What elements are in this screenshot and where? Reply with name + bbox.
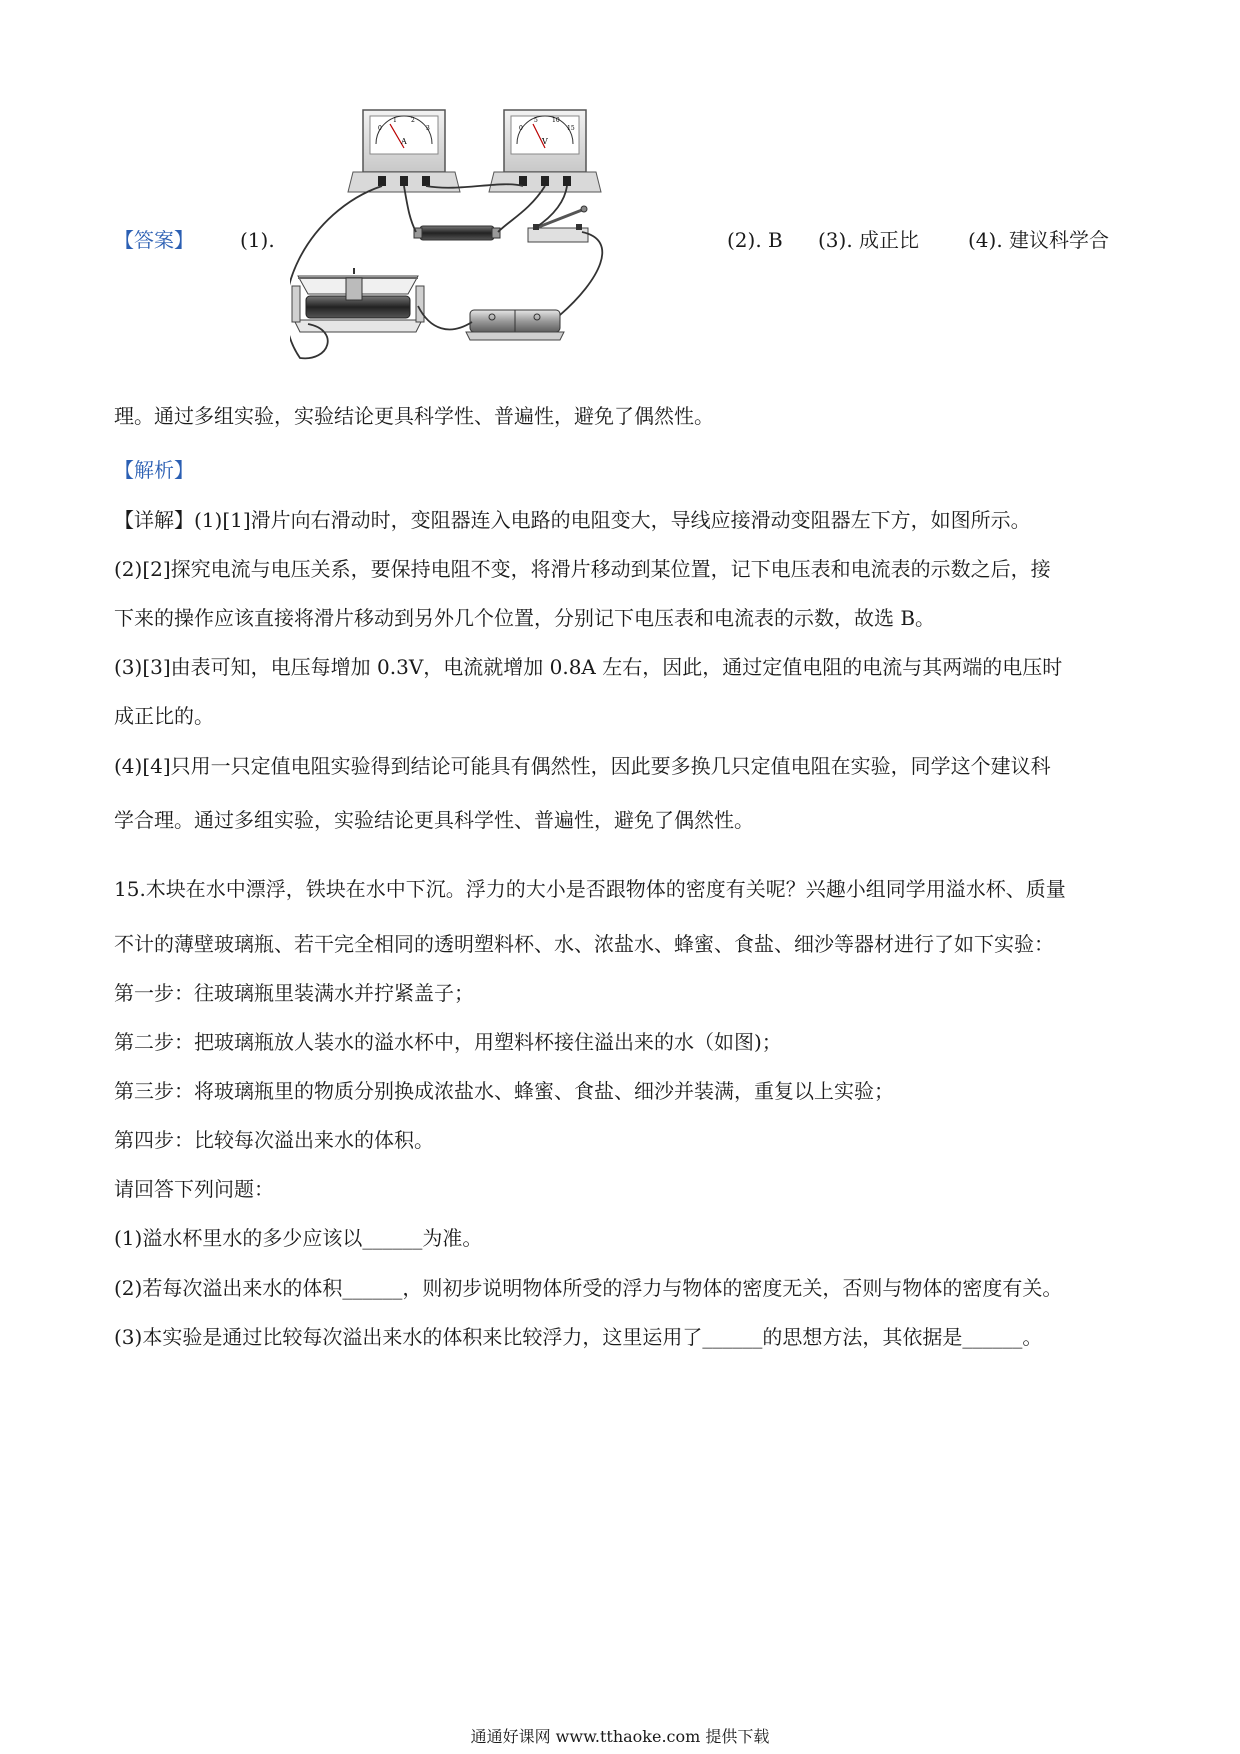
- answer-part4: (4). 建议科学合: [968, 228, 1110, 252]
- detail-p1: [114, 506, 1031, 534]
- battery: [466, 310, 564, 340]
- q15-question2: (2)若每次溢出来水的体积______，则初步说明物体所受的浮力与物体的密度无关，否则与物体的密度有关。: [114, 1276, 1063, 1300]
- detail-p2a: (2)[2]探究电流与电压关系，要保持电阻不变，将滑片移动到某位置，记下电压表和电流表的示数之后，接: [114, 557, 1051, 581]
- q15-step4: 第四步：比较每次溢出来水的体积。: [114, 1128, 434, 1152]
- q15-line2: 不计的薄壁玻璃瓶、若干完全相同的透明塑料杯、水、浓盐水、蜂蜜、食盐、细沙等器材进行了如下实验：: [114, 932, 1054, 956]
- q15-step2: 第二步：把玻璃瓶放人装水的溢水杯中，用塑料杯接住溢出来的水（如图)；: [114, 1030, 782, 1054]
- detail-p2b: 下来的操作应该直接将滑片移动到另外几个位置，分别记下电压表和电流表的示数，故选 B。: [114, 606, 936, 630]
- answer-part3: (3). 成正比: [818, 228, 920, 252]
- voltmeter-tick-0: 0: [519, 125, 523, 132]
- voltmeter-symbol: V: [542, 137, 548, 146]
- answer-part1: (1).: [240, 228, 275, 252]
- switch: [528, 206, 588, 242]
- q15-step3: 第三步：将玻璃瓶里的物质分别换成浓盐水、蜂蜜、食盐、细沙并装满，重复以上实验；: [114, 1079, 894, 1103]
- q15-step1: 第一步：往玻璃瓶里装满水并拧紧盖子；: [114, 981, 474, 1005]
- detail-p4b: 学合理。通过多组实验，实验结论更具科学性、普遍性，避免了偶然性。: [114, 808, 754, 832]
- voltmeter: [489, 110, 601, 192]
- fixed-resistor: [414, 226, 500, 240]
- circuit-figure: [290, 100, 680, 370]
- detail-tag: 【详解】: [114, 508, 194, 532]
- ammeter-tick-3: 3: [426, 125, 430, 132]
- ammeter-tick-0: 0: [378, 125, 382, 132]
- footer: 通通好课网 www.tthaoke.com 提供下载: [470, 1727, 770, 1746]
- voltmeter-tick-2: 10: [552, 117, 560, 124]
- detail-p3b: 成正比的。: [114, 704, 214, 728]
- answer-continuation: 理。通过多组实验，实验结论更具科学性、普遍性，避免了偶然性。: [114, 404, 714, 428]
- rheostat: [292, 268, 424, 332]
- analysis-tag: 【解析】: [114, 458, 194, 482]
- detail-p3a: (3)[3]由表可知，电压每增加 0.3V，电流就增加 0.8A 左右，因此，通过定值电阻的电流与其两端的电压时: [114, 655, 1063, 679]
- ammeter-symbol: A: [401, 137, 407, 146]
- q15-question3: (3)本实验是通过比较每次溢出来水的体积来比较浮力，这里运用了______的思想方法，其依据是______。: [114, 1325, 1043, 1349]
- ammeter: [348, 110, 460, 192]
- q15-ask: 请回答下列问题：: [114, 1177, 274, 1201]
- detail-p4a: (4)[4]只用一只定值电阻实验得到结论可能具有偶然性，因此要多换几只定值电阻在实验，同学这个建议科: [114, 754, 1051, 778]
- answer-part2: (2). B: [727, 228, 783, 252]
- answer-tag: 【答案】: [114, 228, 194, 252]
- q15-line1: 15.木块在水中漂浮，铁块在水中下沉。浮力的大小是否跟物体的密度有关呢？兴趣小组同学用溢水杯、质量: [114, 877, 1066, 901]
- voltmeter-tick-3: 15: [567, 125, 575, 132]
- ammeter-tick-2: 2: [411, 117, 415, 124]
- ammeter-tick-1: 1: [393, 117, 397, 124]
- detail-p1-text: (1)[1]滑片向右滑动时，变阻器连入电路的电阻变大，导线应接滑动变阻器左下方，如图所示。: [194, 508, 1031, 532]
- voltmeter-tick-1: 5: [534, 117, 538, 124]
- q15-question1: (1)溢水杯里水的多少应该以______为准。: [114, 1226, 483, 1250]
